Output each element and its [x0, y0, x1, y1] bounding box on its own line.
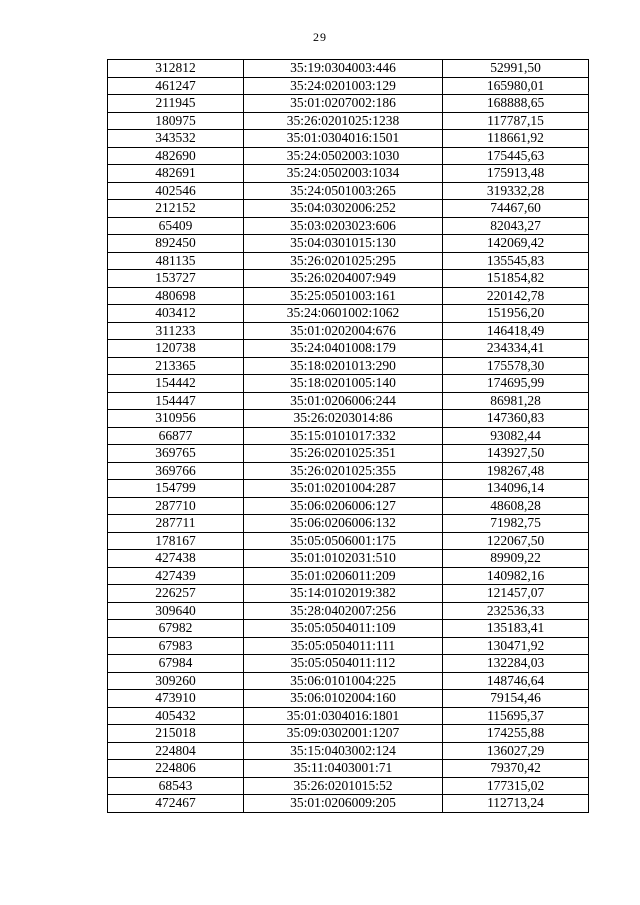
value-cell: 165980,01 [443, 77, 589, 95]
table-row [108, 795, 589, 813]
table-row [108, 480, 589, 498]
record-id-cell: 67983 [108, 637, 244, 655]
record-id-cell: 309260 [108, 672, 244, 690]
cadastral-number-cell: 35:01:0304016:1801 [244, 707, 443, 725]
cadastral-number-cell: 35:18:0201013:290 [244, 357, 443, 375]
table-row [108, 620, 589, 638]
cadastral-number-cell: 35:15:0403002:124 [244, 742, 443, 760]
table-row [108, 707, 589, 725]
record-id-cell: 482690 [108, 147, 244, 165]
record-id-cell: 66877 [108, 427, 244, 445]
value-cell: 198267,48 [443, 462, 589, 480]
record-id-cell: 153727 [108, 270, 244, 288]
table-row [108, 532, 589, 550]
record-id-cell: 215018 [108, 725, 244, 743]
table-row [108, 305, 589, 323]
record-id-cell: 310956 [108, 410, 244, 428]
value-cell: 151854,82 [443, 270, 589, 288]
record-id-cell: 892450 [108, 235, 244, 253]
record-id-cell: 154799 [108, 480, 244, 498]
record-id-cell: 369766 [108, 462, 244, 480]
record-id-cell: 213365 [108, 357, 244, 375]
value-cell: 232536,33 [443, 602, 589, 620]
table-row [108, 602, 589, 620]
value-cell: 175445,63 [443, 147, 589, 165]
table-row [108, 462, 589, 480]
record-id-cell: 427439 [108, 567, 244, 585]
cadastral-number-cell: 35:03:0203023:606 [244, 217, 443, 235]
table-row [108, 497, 589, 515]
table-row [108, 585, 589, 603]
cadastral-number-cell: 35:24:0502003:1030 [244, 147, 443, 165]
record-id-cell: 403412 [108, 305, 244, 323]
value-cell: 136027,29 [443, 742, 589, 760]
table-row [108, 287, 589, 305]
value-cell: 130471,92 [443, 637, 589, 655]
value-cell: 122067,50 [443, 532, 589, 550]
cadastral-number-cell: 35:24:0201003:129 [244, 77, 443, 95]
record-id-cell: 67982 [108, 620, 244, 638]
cadastral-number-cell: 35:26:0201025:295 [244, 252, 443, 270]
value-cell: 174255,88 [443, 725, 589, 743]
record-id-cell: 65409 [108, 217, 244, 235]
table-row [108, 357, 589, 375]
table-row [108, 427, 589, 445]
cadastral-number-cell: 35:26:0201015:52 [244, 777, 443, 795]
record-id-cell: 402546 [108, 182, 244, 200]
table-row [108, 217, 589, 235]
value-cell: 89909,22 [443, 550, 589, 568]
record-id-cell: 224804 [108, 742, 244, 760]
table-row [108, 77, 589, 95]
value-cell: 220142,78 [443, 287, 589, 305]
record-id-cell: 67984 [108, 655, 244, 673]
record-id-cell: 311233 [108, 322, 244, 340]
table-row [108, 130, 589, 148]
value-cell: 71982,75 [443, 515, 589, 533]
cadastral-number-cell: 35:01:0207002:186 [244, 95, 443, 113]
table-row [108, 165, 589, 183]
value-cell: 177315,02 [443, 777, 589, 795]
value-cell: 135545,83 [443, 252, 589, 270]
value-cell: 121457,07 [443, 585, 589, 603]
record-id-cell: 68543 [108, 777, 244, 795]
table-row [108, 725, 589, 743]
cadastral-number-cell: 35:06:0206006:127 [244, 497, 443, 515]
value-cell: 74467,60 [443, 200, 589, 218]
table-row [108, 95, 589, 113]
table-row [108, 777, 589, 795]
value-cell: 175913,48 [443, 165, 589, 183]
record-id-cell: 287710 [108, 497, 244, 515]
table-row [108, 760, 589, 778]
cadastral-number-cell: 35:09:0302001:1207 [244, 725, 443, 743]
table-row [108, 655, 589, 673]
cadastral-number-cell: 35:06:0102004:160 [244, 690, 443, 708]
table-row [108, 690, 589, 708]
table-row [108, 112, 589, 130]
value-cell: 142069,42 [443, 235, 589, 253]
record-id-cell: 473910 [108, 690, 244, 708]
value-cell: 82043,27 [443, 217, 589, 235]
cadastral-number-cell: 35:05:0504011:109 [244, 620, 443, 638]
record-id-cell: 212152 [108, 200, 244, 218]
value-cell: 148746,64 [443, 672, 589, 690]
value-cell: 134096,14 [443, 480, 589, 498]
table-row [108, 182, 589, 200]
cadastral-number-cell: 35:28:0402007:256 [244, 602, 443, 620]
value-cell: 147360,83 [443, 410, 589, 428]
table-row [108, 410, 589, 428]
cadastral-number-cell: 35:24:0401008:179 [244, 340, 443, 358]
cadastral-number-cell: 35:06:0101004:225 [244, 672, 443, 690]
cadastral-number-cell: 35:11:0403001:71 [244, 760, 443, 778]
table-row [108, 375, 589, 393]
record-id-cell: 287711 [108, 515, 244, 533]
value-cell: 175578,30 [443, 357, 589, 375]
cadastral-number-cell: 35:01:0304016:1501 [244, 130, 443, 148]
value-cell: 118661,92 [443, 130, 589, 148]
cadastral-number-cell: 35:05:0506001:175 [244, 532, 443, 550]
cadastral-number-cell: 35:01:0202004:676 [244, 322, 443, 340]
cadastral-number-cell: 35:19:0304003:446 [244, 60, 443, 78]
page-number: 29 [313, 30, 327, 44]
record-id-cell: 405432 [108, 707, 244, 725]
table-row [108, 672, 589, 690]
record-id-cell: 224806 [108, 760, 244, 778]
value-cell: 146418,49 [443, 322, 589, 340]
table-row [108, 147, 589, 165]
cadastral-number-cell: 35:26:0201025:1238 [244, 112, 443, 130]
cadastral-number-cell: 35:01:0201004:287 [244, 480, 443, 498]
record-id-cell: 369765 [108, 445, 244, 463]
value-cell: 79154,46 [443, 690, 589, 708]
cadastral-number-cell: 35:26:0201025:355 [244, 462, 443, 480]
table-row [108, 200, 589, 218]
value-cell: 319332,28 [443, 182, 589, 200]
record-id-cell: 312812 [108, 60, 244, 78]
cadastral-number-cell: 35:05:0504011:112 [244, 655, 443, 673]
table-body [108, 60, 589, 813]
cadastral-number-cell: 35:26:0203014:86 [244, 410, 443, 428]
cadastral-number-cell: 35:06:0206006:132 [244, 515, 443, 533]
value-cell: 168888,65 [443, 95, 589, 113]
table-row [108, 567, 589, 585]
cadastral-number-cell: 35:26:0204007:949 [244, 270, 443, 288]
record-id-cell: 480698 [108, 287, 244, 305]
data-table [107, 59, 589, 813]
value-cell: 93082,44 [443, 427, 589, 445]
record-id-cell: 120738 [108, 340, 244, 358]
table-row [108, 550, 589, 568]
table-row [108, 445, 589, 463]
value-cell: 86981,28 [443, 392, 589, 410]
record-id-cell: 154442 [108, 375, 244, 393]
value-cell: 115695,37 [443, 707, 589, 725]
record-id-cell: 226257 [108, 585, 244, 603]
value-cell: 52991,50 [443, 60, 589, 78]
value-cell: 174695,99 [443, 375, 589, 393]
table-row [108, 322, 589, 340]
cadastral-number-cell: 35:15:0101017:332 [244, 427, 443, 445]
value-cell: 143927,50 [443, 445, 589, 463]
record-id-cell: 178167 [108, 532, 244, 550]
value-cell: 132284,03 [443, 655, 589, 673]
cadastral-number-cell: 35:14:0102019:382 [244, 585, 443, 603]
record-id-cell: 343532 [108, 130, 244, 148]
record-id-cell: 309640 [108, 602, 244, 620]
cadastral-number-cell: 35:18:0201005:140 [244, 375, 443, 393]
record-id-cell: 180975 [108, 112, 244, 130]
table-row [108, 235, 589, 253]
record-id-cell: 154447 [108, 392, 244, 410]
value-cell: 112713,24 [443, 795, 589, 813]
cadastral-number-cell: 35:25:0501003:161 [244, 287, 443, 305]
record-id-cell: 211945 [108, 95, 244, 113]
cadastral-number-cell: 35:01:0206006:244 [244, 392, 443, 410]
cadastral-number-cell: 35:24:0501003:265 [244, 182, 443, 200]
table-row [108, 340, 589, 358]
table-row [108, 742, 589, 760]
value-cell: 48608,28 [443, 497, 589, 515]
table-row [108, 392, 589, 410]
cadastral-number-cell: 35:24:0601002:1062 [244, 305, 443, 323]
cadastral-number-cell: 35:24:0502003:1034 [244, 165, 443, 183]
cadastral-number-cell: 35:01:0102031:510 [244, 550, 443, 568]
value-cell: 117787,15 [443, 112, 589, 130]
record-id-cell: 482691 [108, 165, 244, 183]
value-cell: 135183,41 [443, 620, 589, 638]
cadastral-number-cell: 35:05:0504011:111 [244, 637, 443, 655]
record-id-cell: 472467 [108, 795, 244, 813]
table-row [108, 60, 589, 78]
table-row [108, 515, 589, 533]
table-row [108, 270, 589, 288]
value-cell: 151956,20 [443, 305, 589, 323]
cadastral-number-cell: 35:01:0206011:209 [244, 567, 443, 585]
value-cell: 79370,42 [443, 760, 589, 778]
record-id-cell: 427438 [108, 550, 244, 568]
record-id-cell: 461247 [108, 77, 244, 95]
table-row [108, 637, 589, 655]
value-cell: 234334,41 [443, 340, 589, 358]
record-id-cell: 481135 [108, 252, 244, 270]
cadastral-number-cell: 35:04:0301015:130 [244, 235, 443, 253]
value-cell: 140982,16 [443, 567, 589, 585]
table-row [108, 252, 589, 270]
cadastral-number-cell: 35:26:0201025:351 [244, 445, 443, 463]
cadastral-number-cell: 35:01:0206009:205 [244, 795, 443, 813]
cadastral-number-cell: 35:04:0302006:252 [244, 200, 443, 218]
